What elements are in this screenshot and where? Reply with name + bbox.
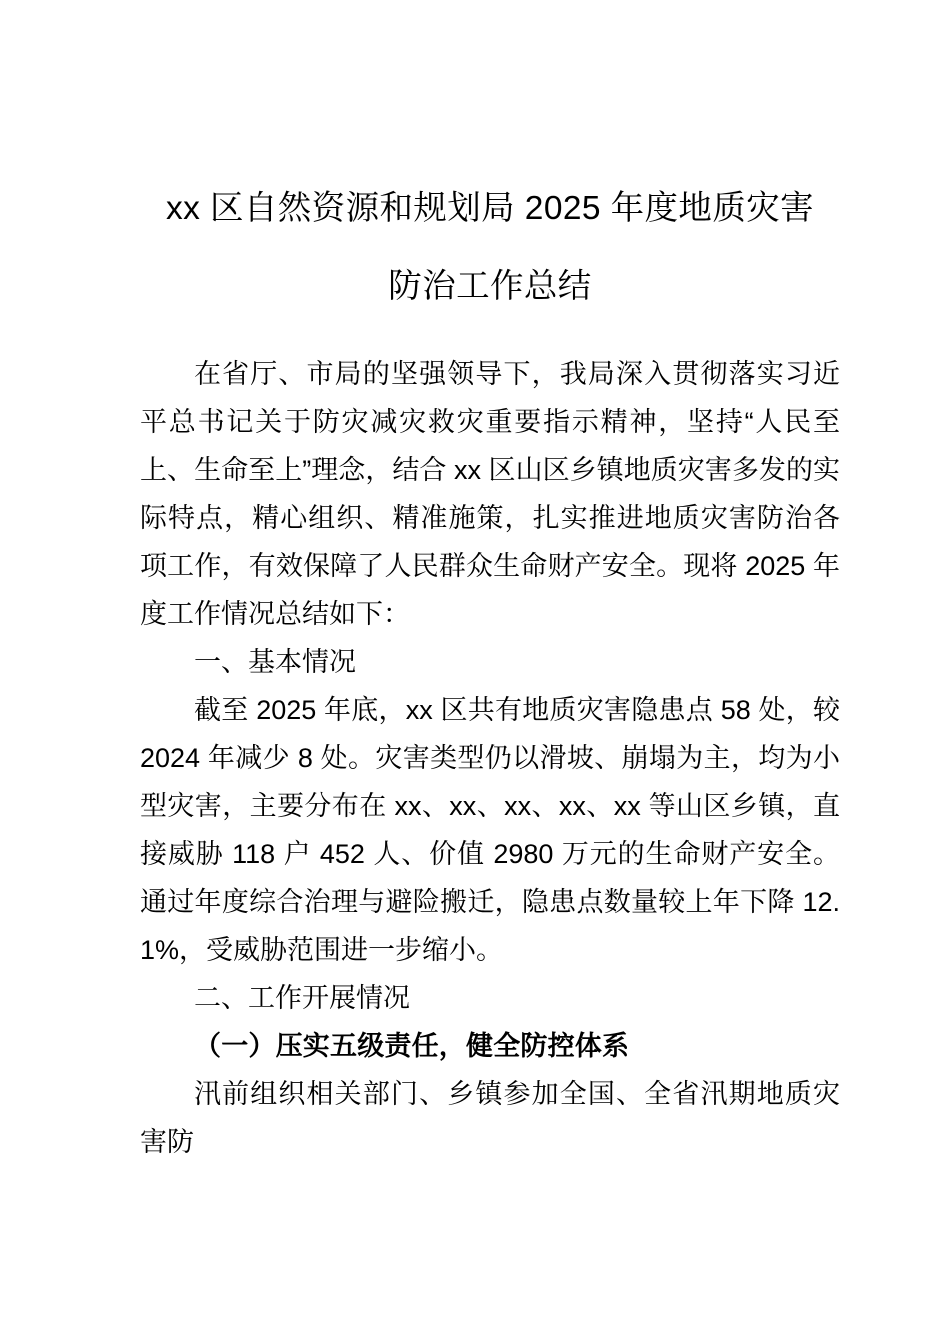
basic-situation-paragraph: 截至 2025 年底，xx 区共有地质灾害隐患点 58 处，较 2024 年减少 8 处。灾害类型仍以滑坡、崩塌为主，均为小型灾害，主要分布在 xx、xx、xx、xx、xx 等山区乡镇，直接威胁 118 户 452 人、价值 2980 万元的生命财产安全。通过年度综合治理与避险搬迁，隐患点数量较上年下降 12.1%，受威胁范围进一步缩小。 [140,695,840,965]
opening-paragraph: 在省厅、市局的坚强领导下，我局深入贯彻落实习近平总书记关于防灾减灾救灾重要指示精神，坚持“人民至上、生命至上”理念，结合 xx 区山区乡镇地质灾害多发的实际特点，精心组织、精准施策，扎实推进地质灾害防治各项工作，有效保障了人民群众生命财产安全。现将 2025 年度工作情况总结如下： [140,359,840,629]
document-title-line-2: 防治工作总结 [388,268,592,305]
document-title [140,0,840,326]
document-title-line-1: xx 区自然资源和规划局 2025 年度地质灾害 [165,190,815,227]
document-content-column [140,0,840,1166]
subsection-heading-one: （一）压实五级责任，健全防控体系 [194,1031,630,1061]
section-heading-two: 二、工作开展情况 [194,983,410,1013]
subsection-one-paragraph: 汛前组织相关部门、乡镇参加全国、全省汛期地质灾害防 [140,1079,840,1157]
section-heading-one: 一、基本情况 [194,647,356,677]
